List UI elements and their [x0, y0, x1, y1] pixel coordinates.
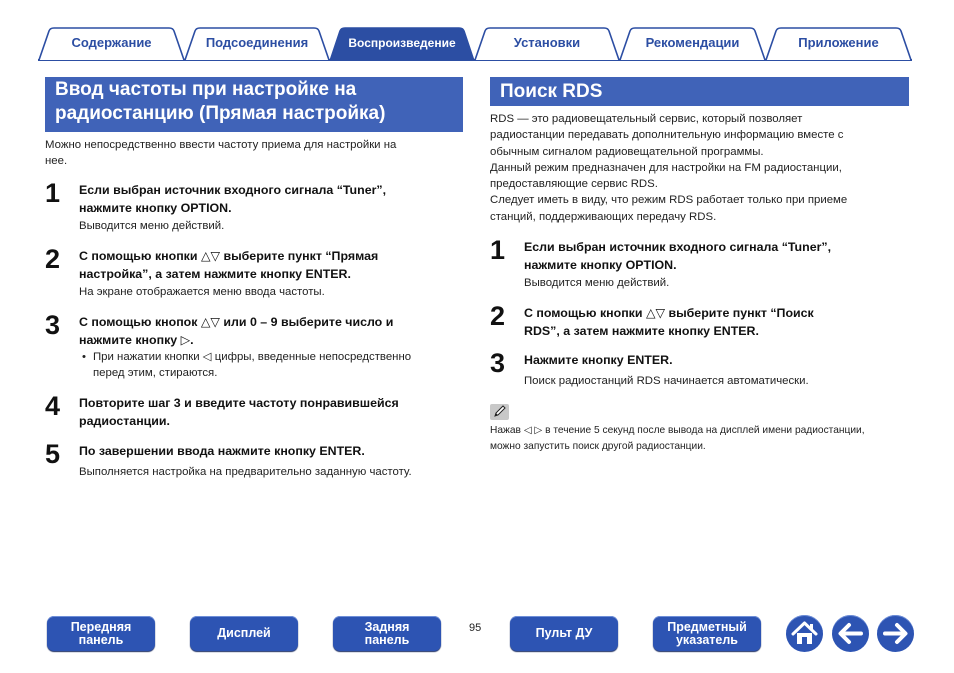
tab-settings[interactable]	[474, 27, 620, 61]
text-line: нее.	[45, 155, 68, 168]
button-label: указатель	[675, 632, 738, 647]
step-number: 1	[45, 178, 61, 208]
text-line: С помощью кнопки △▽ выберите пункт “Прямая	[79, 249, 379, 263]
text-line: можно запустить поиск другой радиостанции.	[490, 440, 706, 452]
step-number: 1	[490, 235, 506, 265]
text-line: Можно непосредственно ввести частоту приема для настройки на	[45, 139, 397, 151]
step-title	[79, 314, 393, 349]
text-line: Данный режим предназначен для настройки на FM радиостанции,	[490, 161, 842, 174]
text-line: Следует иметь в виду, что режим RDS работает только при приеме	[490, 194, 848, 207]
text-line: По завершении ввода нажмите кнопку ENTER.	[79, 444, 365, 458]
button-label: панель	[364, 632, 410, 647]
step-number: 4	[45, 391, 61, 421]
tab-playback[interactable]	[329, 27, 475, 61]
text-line: предоставляющие сервис RDS.	[490, 178, 658, 191]
step-number: 3	[45, 310, 61, 340]
display-button[interactable]: Дисплей	[190, 616, 298, 651]
step-description: Выводится меню действий.	[524, 277, 670, 289]
arrow-right-icon	[877, 615, 914, 652]
page-number: 95	[469, 622, 482, 634]
note-pencil-icon	[490, 404, 509, 420]
button-label: Предметный	[667, 619, 747, 634]
remote-control-button[interactable]: Пульт ДУ	[510, 616, 618, 651]
text-line: При нажатии кнопки ◁ цифры, введенные непосредственно	[93, 351, 412, 363]
text-line: перед этим, стираются.	[93, 367, 218, 380]
step-title	[79, 443, 365, 461]
step-title	[524, 239, 831, 274]
arrow-left-icon	[832, 615, 869, 652]
button-label: Передняя	[70, 619, 132, 634]
index-button[interactable]	[653, 616, 761, 651]
text-line: Если выбран источник входного сигнала “Tuner”,	[524, 240, 832, 254]
tab-label: Рекомендации	[645, 35, 740, 50]
section-title-direct-tuning	[45, 77, 463, 132]
bullet-dot-icon: •	[82, 351, 86, 363]
tab-label: Подсоединения	[205, 35, 309, 50]
home-icon	[786, 615, 823, 652]
step-description: Выполняется настройка на предварительно заданную частоту.	[79, 466, 412, 478]
text-line: нажмите кнопку OPTION.	[524, 257, 677, 272]
text-line: С помощью кнопки △▽ выберите пункт “Поиск	[524, 306, 814, 320]
step-title	[79, 182, 386, 217]
text-line: С помощью кнопок △▽ или 0 – 9 выберите число и	[79, 315, 394, 329]
text-line: нажмите кнопку OPTION.	[79, 200, 232, 215]
text-line: обычным сигналом радиовещательной программы.	[490, 145, 764, 158]
text-line: Нажав ◁ ▷ в течение 5 секунд после вывода на дисплей имени радиостанции,	[490, 425, 865, 436]
back-button[interactable]	[832, 615, 869, 652]
step-number: 5	[45, 439, 61, 469]
tab-label: Воспроизведение	[348, 36, 456, 50]
intro-text	[45, 137, 465, 170]
step-description: Выводится меню действий.	[79, 220, 225, 232]
text-line: радиостанции.	[79, 413, 170, 428]
text-line: Повторите шаг 3 и введите частоту понравившейся	[79, 396, 399, 410]
section-title-rds-search: Поиск RDS	[490, 77, 909, 106]
button-label: панель	[78, 632, 124, 647]
text-line: радиостанции передавать дополнительную информацию вместе с	[490, 129, 844, 142]
tab-bar	[38, 27, 912, 61]
text-line: настройка”, а затем нажмите кнопку ENTER.	[79, 266, 351, 281]
home-button[interactable]	[786, 615, 823, 652]
button-label: Задняя	[364, 619, 410, 634]
text-line: нажмите кнопку ▷.	[79, 332, 194, 347]
text-line: Нажмите кнопку ENTER.	[524, 353, 673, 367]
title-line: Ввод частоты при настройке на	[55, 79, 357, 100]
step-bullet	[79, 349, 469, 382]
tab-tips[interactable]	[619, 27, 766, 61]
step-title	[79, 248, 378, 283]
tab-connections[interactable]	[184, 27, 330, 61]
step-title	[79, 395, 399, 430]
rds-intro	[490, 111, 910, 225]
tab-label: Приложение	[798, 35, 879, 50]
text-line: RDS — это радиовещательный сервис, который позволяет	[490, 113, 803, 125]
note-text	[490, 423, 910, 454]
text-line: RDS”, а затем нажмите кнопку ENTER.	[524, 323, 759, 338]
tab-appendix[interactable]	[765, 27, 912, 61]
forward-button[interactable]	[877, 615, 914, 652]
text-line: Если выбран источник входного сигнала “Tuner”,	[79, 183, 387, 197]
step-number: 2	[45, 244, 61, 274]
tab-label: Установки	[513, 35, 581, 50]
title-line: радиостанцию (Прямая настройка)	[55, 103, 386, 124]
step-description: На экране отображается меню ввода частоты.	[79, 286, 325, 298]
step-number: 2	[490, 301, 506, 331]
tab-contents[interactable]	[38, 27, 185, 61]
step-title	[524, 305, 814, 340]
step-number: 3	[490, 348, 506, 378]
front-panel-button[interactable]	[47, 616, 155, 651]
tab-label: Содержание	[71, 35, 152, 50]
step-description: Поиск радиостанций RDS начинается автоматически.	[524, 375, 809, 387]
text-line: станций, поддерживающих передачу RDS.	[490, 210, 717, 223]
step-title	[524, 352, 673, 370]
rear-panel-button[interactable]	[333, 616, 441, 651]
